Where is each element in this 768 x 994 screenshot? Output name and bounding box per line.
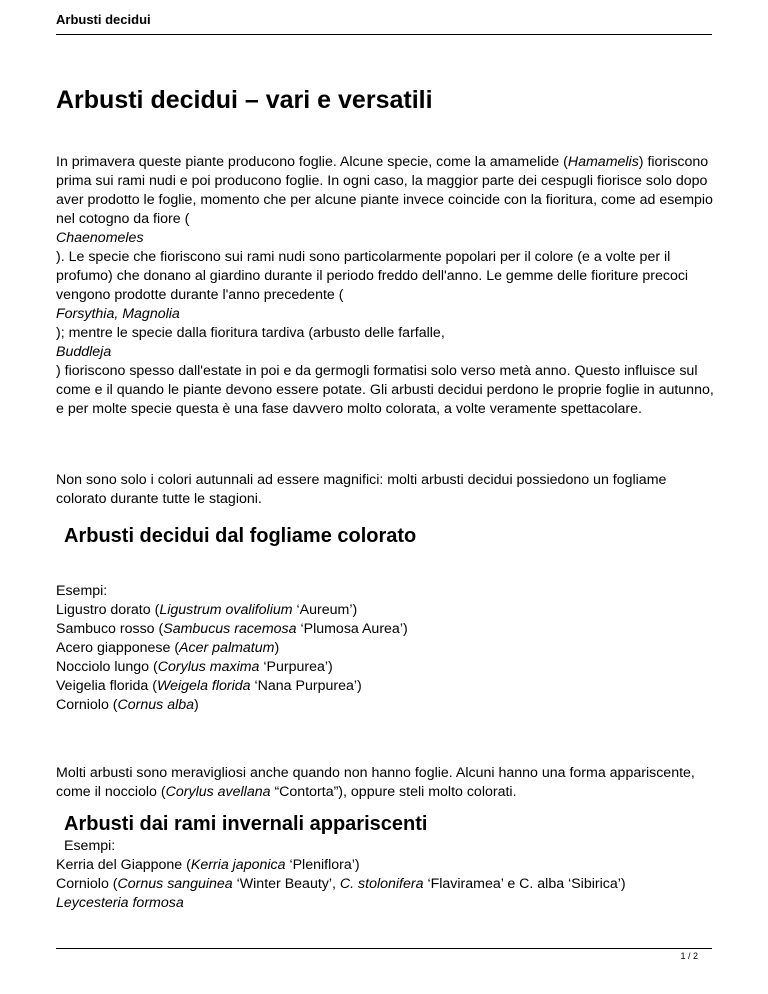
intro-paragraph: In primavera queste piante producono foglie. Alcune specie, come la amamelide (Hamamelis) fioriscono prima sui rami nudi e poi producono foglie. In ogni caso, la maggior parte dei cespugli fiorisce solo dopo aver prodotto le foglie, momento che per alcune piante invece coincide con la fioritura, come ad esempio nel cotogno da fiore ( Chaenomeles ). Le specie che fioriscono sui rami nudi sono particolarmente popolari per il colore (e a volte per il profumo) che donano al giardino durante il periodo freddo dell'anno. Le gemme delle fioriture precoci vengono prodotte durante l'anno precedente ( Forsythia, Magnolia ); mentre le specie dalla fioritura tardiva (arbusto delle farfalle, Buddleja ) fioriscono spesso dall'estate in poi e da germogli formatisi solo verso metà anno. Questo influisce sul come e il quando le piante devono essere potate. Gli arbusti decidui perdono le proprie foglie in autunno, e per molte specie questa è una fase davvero molto colorata, a volte veramente spettacolare. <box>56 154 714 417</box>
winter-examples-list <box>56 837 626 913</box>
running-header: Arbusti decidui <box>56 12 151 27</box>
winter-paragraph: Molti arbusti sono meravigliosi anche quando non hanno foglie. Alcuni hanno una forma appariscente, come il nocciolo (Corylus avellana “Contorta”), oppure steli molto colorati. <box>56 765 695 800</box>
header-divider <box>56 34 712 35</box>
section-heading-winter: Arbusti dai rami invernali appariscenti <box>64 813 428 835</box>
list-item: Ligustro dorato (Ligustrum ovalifolium ‘Aureum’) <box>56 602 358 618</box>
list-item: Sambuco rosso (Sambucus racemosa ‘Plumosa Aurea’) <box>56 621 408 637</box>
list-intro: Esempi: <box>64 838 116 854</box>
list-item: Kerria del Giappone (Kerria japonica ‘Pleniflora’) <box>56 857 360 873</box>
list-item: Corniolo (Cornus sanguinea ‘Winter Beauty’, C. stolonifera ‘Flaviramea’ e C. alba ‘Sibirica’) <box>56 876 626 892</box>
list-item: Acero giapponese (Acer palmatum) <box>56 640 280 656</box>
list-item: Nocciolo lungo (Corylus maxima ‘Purpurea’) <box>56 659 333 675</box>
foliage-examples-list <box>56 582 408 715</box>
section-heading-foliage: Arbusti decidui dal fogliame colorato <box>64 525 417 547</box>
list-item: Corniolo (Cornus alba) <box>56 697 199 713</box>
list-item: Veigelia florida (Weigela florida ‘Nana Purpurea’) <box>56 678 362 694</box>
foliage-paragraph: Non sono solo i colori autunnali ad essere magnifici: molti arbusti decidui possiedono un fogliame colorato durante tutte le stagioni. <box>56 472 667 507</box>
list-intro: Esempi: <box>56 583 108 599</box>
list-item: Leycesteria formosa <box>56 895 184 911</box>
footer-divider <box>56 948 712 949</box>
page-number: 1 / 2 <box>680 951 698 961</box>
page-title: Arbusti decidui – vari e versatili <box>56 86 433 114</box>
